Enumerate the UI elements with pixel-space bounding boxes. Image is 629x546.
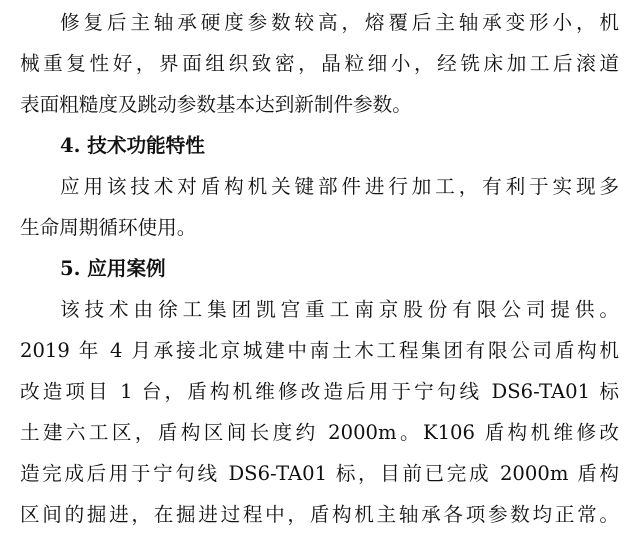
paragraph-2-line-2: 生命周期循环使用。 (20, 216, 197, 239)
paragraph-1-line-1: 修复后主轴承硬度参数较高，熔覆后主轴承变形小，机 (60, 11, 619, 34)
paragraph-1-line-2: 械重复性好，界面组织致密，晶粒细小，经铣床加工后滚道 (20, 52, 619, 75)
paragraph-3-line-3: 改造项目 1 台，盾构机维修改造后用于宁句线 DS6-TA01 标 (20, 380, 619, 403)
section-heading-5: 5. 应用案例 (60, 257, 166, 280)
section-heading-4: 4. 技术功能特性 (60, 134, 205, 157)
paragraph-3-line-6: 区间的掘进，在掘进过程中，盾构机主轴承各项参数均正常。 (20, 503, 619, 526)
paragraph-3-line-2: 2019 年 4 月承接北京城建中南土木工程集团有限公司盾构机 (20, 339, 619, 362)
paragraph-1-line-3: 表面粗糙度及跳动参数基本达到新制件参数。 (20, 93, 412, 116)
paragraph-2-line-1: 应用该技术对盾构机关键部件进行加工，有利于实现多 (60, 175, 619, 198)
paragraph-3-line-4: 土建六工区，盾构区间长度约 2000m。K106 盾构机维修改 (20, 421, 619, 444)
paragraph-3-line-1: 该技术由徐工集团凯宫重工南京股份有限公司提供。 (60, 298, 619, 321)
paragraph-3-line-5: 造完成后用于宁句线 DS6-TA01 标，目前已完成 2000m 盾构 (20, 462, 619, 485)
